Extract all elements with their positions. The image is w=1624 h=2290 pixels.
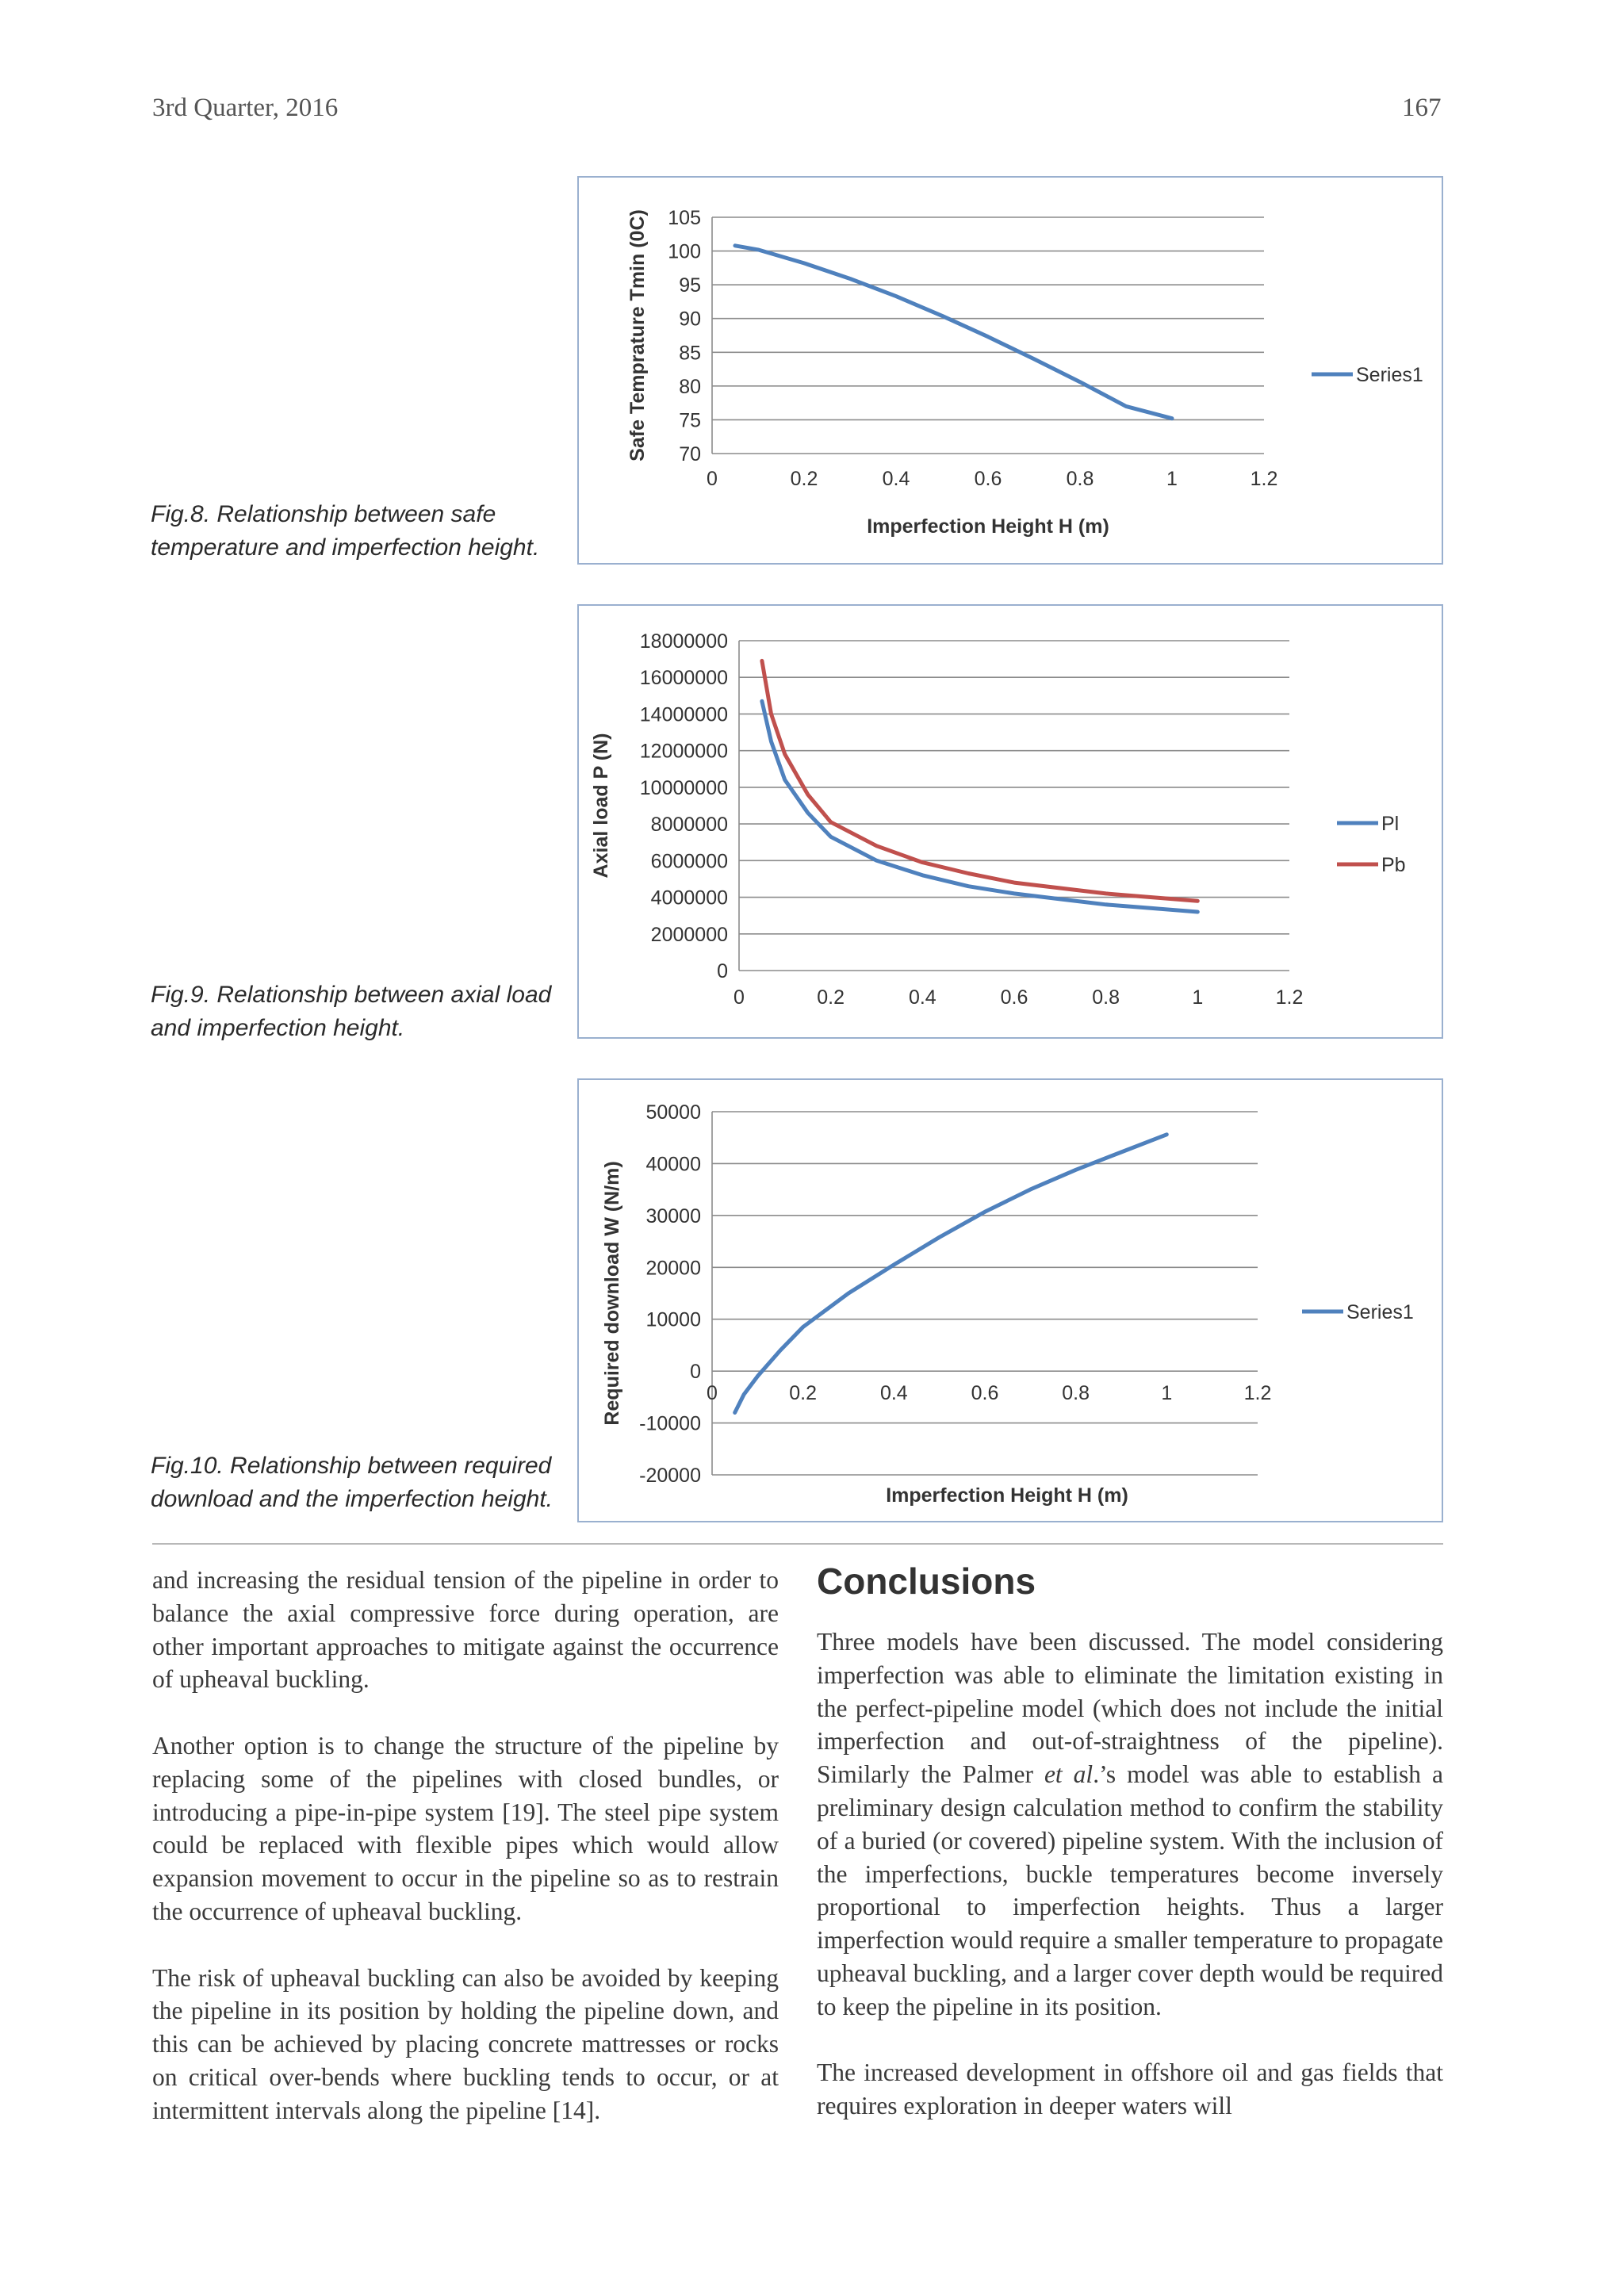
y-tick-label: 75 bbox=[679, 409, 701, 432]
x-axis-title: Imperfection Height H (m) bbox=[867, 515, 1109, 538]
text-run: et al bbox=[1044, 1760, 1094, 1789]
y-axis-title: Safe Temprature Tmin (0C) bbox=[626, 209, 649, 461]
x-tick-label: 0.6 bbox=[974, 468, 1002, 490]
y-tick-label: 85 bbox=[679, 342, 701, 365]
legend-label: Pl bbox=[1381, 813, 1400, 835]
caption-line: Fig.10. Relationship between required bbox=[151, 1453, 552, 1479]
y-axis-title: Axial load P (N) bbox=[590, 733, 612, 879]
caption-line: Fig.8. Relationship between safe bbox=[151, 501, 496, 527]
figure-9-chart bbox=[577, 604, 1443, 1039]
left-column bbox=[152, 1564, 779, 2127]
figure-8-svg bbox=[579, 178, 1445, 566]
x-tick-label: 0 bbox=[707, 468, 718, 490]
x-tick-label: 0.4 bbox=[908, 986, 936, 1009]
y-tick-label: 80 bbox=[679, 375, 701, 398]
x-tick-label: 0.2 bbox=[789, 1382, 818, 1405]
x-tick-label: 1.2 bbox=[1275, 986, 1304, 1009]
y-tick-label: 40000 bbox=[645, 1153, 701, 1176]
figure-9-svg bbox=[579, 606, 1445, 1040]
figure-9-caption bbox=[151, 978, 563, 1045]
paragraph: and increasing the residual tension of the pipeline in order to balance the axial compressive force during operation, are other important approaches to mitigate against the occurrence of upheaval buckling. bbox=[152, 1566, 779, 1694]
right-column bbox=[817, 1560, 1443, 2123]
series-line-Pl bbox=[762, 701, 1197, 912]
text-run: .’s model was able to establish a preliminary design calculation method to confirm the stability of a buried (or covered) pipeline system. With the inclusion of the imperfections, buckle temperatures become inversely proportional to imperfection heights. Thus a larger imperfection would require a smaller temperature to propagate upheaval buckling, and a larger cover depth would be required to keep the pipeline in its position. bbox=[817, 1760, 1443, 2020]
caption-line: Fig.9. Relationship between axial load bbox=[151, 982, 552, 1008]
x-tick-label: 1.2 bbox=[1250, 468, 1278, 490]
x-tick-label: 0.8 bbox=[1062, 1382, 1090, 1405]
y-tick-label: 95 bbox=[679, 274, 701, 297]
y-tick-label: 10000 bbox=[645, 1308, 701, 1331]
figure-10-caption bbox=[151, 1449, 563, 1516]
y-tick-label: 16000000 bbox=[639, 667, 728, 690]
paragraph: Another option is to change the structure of the pipeline by replacing some of the pipelines with closed bundles, or introducing a pipe-in-pipe system [19]. The steel pipe system could be replaced with flexible pipes which would allow expansion movement to occur in the pipeline so as to restrain the occurrence of upheaval buckling. bbox=[152, 1731, 779, 1925]
y-tick-label: 20000 bbox=[645, 1257, 701, 1280]
x-tick-label: 0.4 bbox=[879, 1382, 908, 1405]
y-tick-label: 2000000 bbox=[650, 923, 728, 946]
y-tick-label: 12000000 bbox=[639, 740, 728, 763]
page-number: 167 bbox=[1402, 94, 1442, 122]
running-header: 3rd Quarter, 2016 bbox=[152, 94, 339, 122]
x-tick-label: 1 bbox=[1192, 986, 1204, 1009]
text-run: Three models have been discussed. The model considering imperfection was able to eliminate the limitation existing in the perfect-pipeline model (which does not include the initial imperfection and out-of-straightness of the pipeline). Similarly the Palmer bbox=[817, 1628, 1443, 1789]
x-tick-label: 0.8 bbox=[1092, 986, 1120, 1009]
x-tick-label: 0 bbox=[707, 1382, 718, 1405]
x-tick-label: 0.6 bbox=[1000, 986, 1028, 1009]
y-tick-label: 105 bbox=[668, 207, 701, 229]
y-tick-label: 50000 bbox=[645, 1101, 701, 1124]
y-tick-label: 14000000 bbox=[639, 703, 728, 726]
x-tick-label: 0.2 bbox=[817, 986, 845, 1009]
figure-10-svg bbox=[579, 1080, 1445, 1524]
y-tick-label: 18000000 bbox=[639, 630, 728, 653]
section-divider bbox=[152, 1543, 1443, 1545]
y-tick-label: 0 bbox=[717, 960, 728, 982]
x-tick-label: 0 bbox=[733, 986, 745, 1009]
x-tick-label: 0.4 bbox=[882, 468, 910, 490]
x-tick-label: 1 bbox=[1161, 1382, 1173, 1405]
paragraph bbox=[817, 1626, 1443, 2024]
y-tick-label: 0 bbox=[690, 1361, 701, 1384]
y-tick-label: 100 bbox=[668, 240, 701, 263]
y-tick-label: -20000 bbox=[639, 1465, 701, 1487]
y-tick-label: 70 bbox=[679, 443, 701, 465]
x-tick-label: 1.2 bbox=[1243, 1382, 1272, 1405]
x-axis-title: Imperfection Height H (m) bbox=[886, 1484, 1128, 1507]
y-tick-label: -10000 bbox=[639, 1412, 701, 1435]
y-axis-title: Required download W (N/m) bbox=[601, 1161, 623, 1426]
y-tick-label: 90 bbox=[679, 308, 701, 331]
figure-8-caption bbox=[151, 498, 563, 565]
legend-label: Series1 bbox=[1356, 364, 1423, 386]
legend-label: Series1 bbox=[1346, 1301, 1414, 1323]
y-tick-label: 6000000 bbox=[650, 850, 728, 873]
series-line-Series1 bbox=[735, 246, 1172, 419]
x-tick-label: 0.2 bbox=[790, 468, 818, 490]
series-line-Pb bbox=[762, 661, 1197, 901]
section-heading: Conclusions bbox=[817, 1560, 1036, 1602]
paragraph: The increased development in offshore oil and gas fields that requires exploration in deeper waters will bbox=[817, 2058, 1443, 2120]
caption-line: download and the imperfection height. bbox=[151, 1486, 553, 1512]
paragraph: The risk of upheaval buckling can also be avoided by keeping the pipeline in its position by holding the pipeline down, and this can be achieved by placing concrete mattresses or rocks on critical over-bends where buckling tends to occur, or at intermittent intervals along the pipeline [14]. bbox=[152, 1963, 779, 2124]
figure-8-chart bbox=[577, 176, 1443, 565]
figure-10-chart bbox=[577, 1078, 1443, 1522]
y-tick-label: 4000000 bbox=[650, 887, 728, 909]
x-tick-label: 0.6 bbox=[971, 1382, 999, 1405]
caption-line: and imperfection height. bbox=[151, 1015, 405, 1041]
caption-line: temperature and imperfection height. bbox=[151, 534, 540, 561]
legend-label: Pb bbox=[1381, 854, 1406, 876]
y-tick-label: 30000 bbox=[645, 1204, 701, 1227]
x-tick-label: 0.8 bbox=[1066, 468, 1094, 490]
x-tick-label: 1 bbox=[1166, 468, 1178, 490]
y-tick-label: 10000000 bbox=[639, 776, 728, 799]
y-tick-label: 8000000 bbox=[650, 814, 728, 837]
